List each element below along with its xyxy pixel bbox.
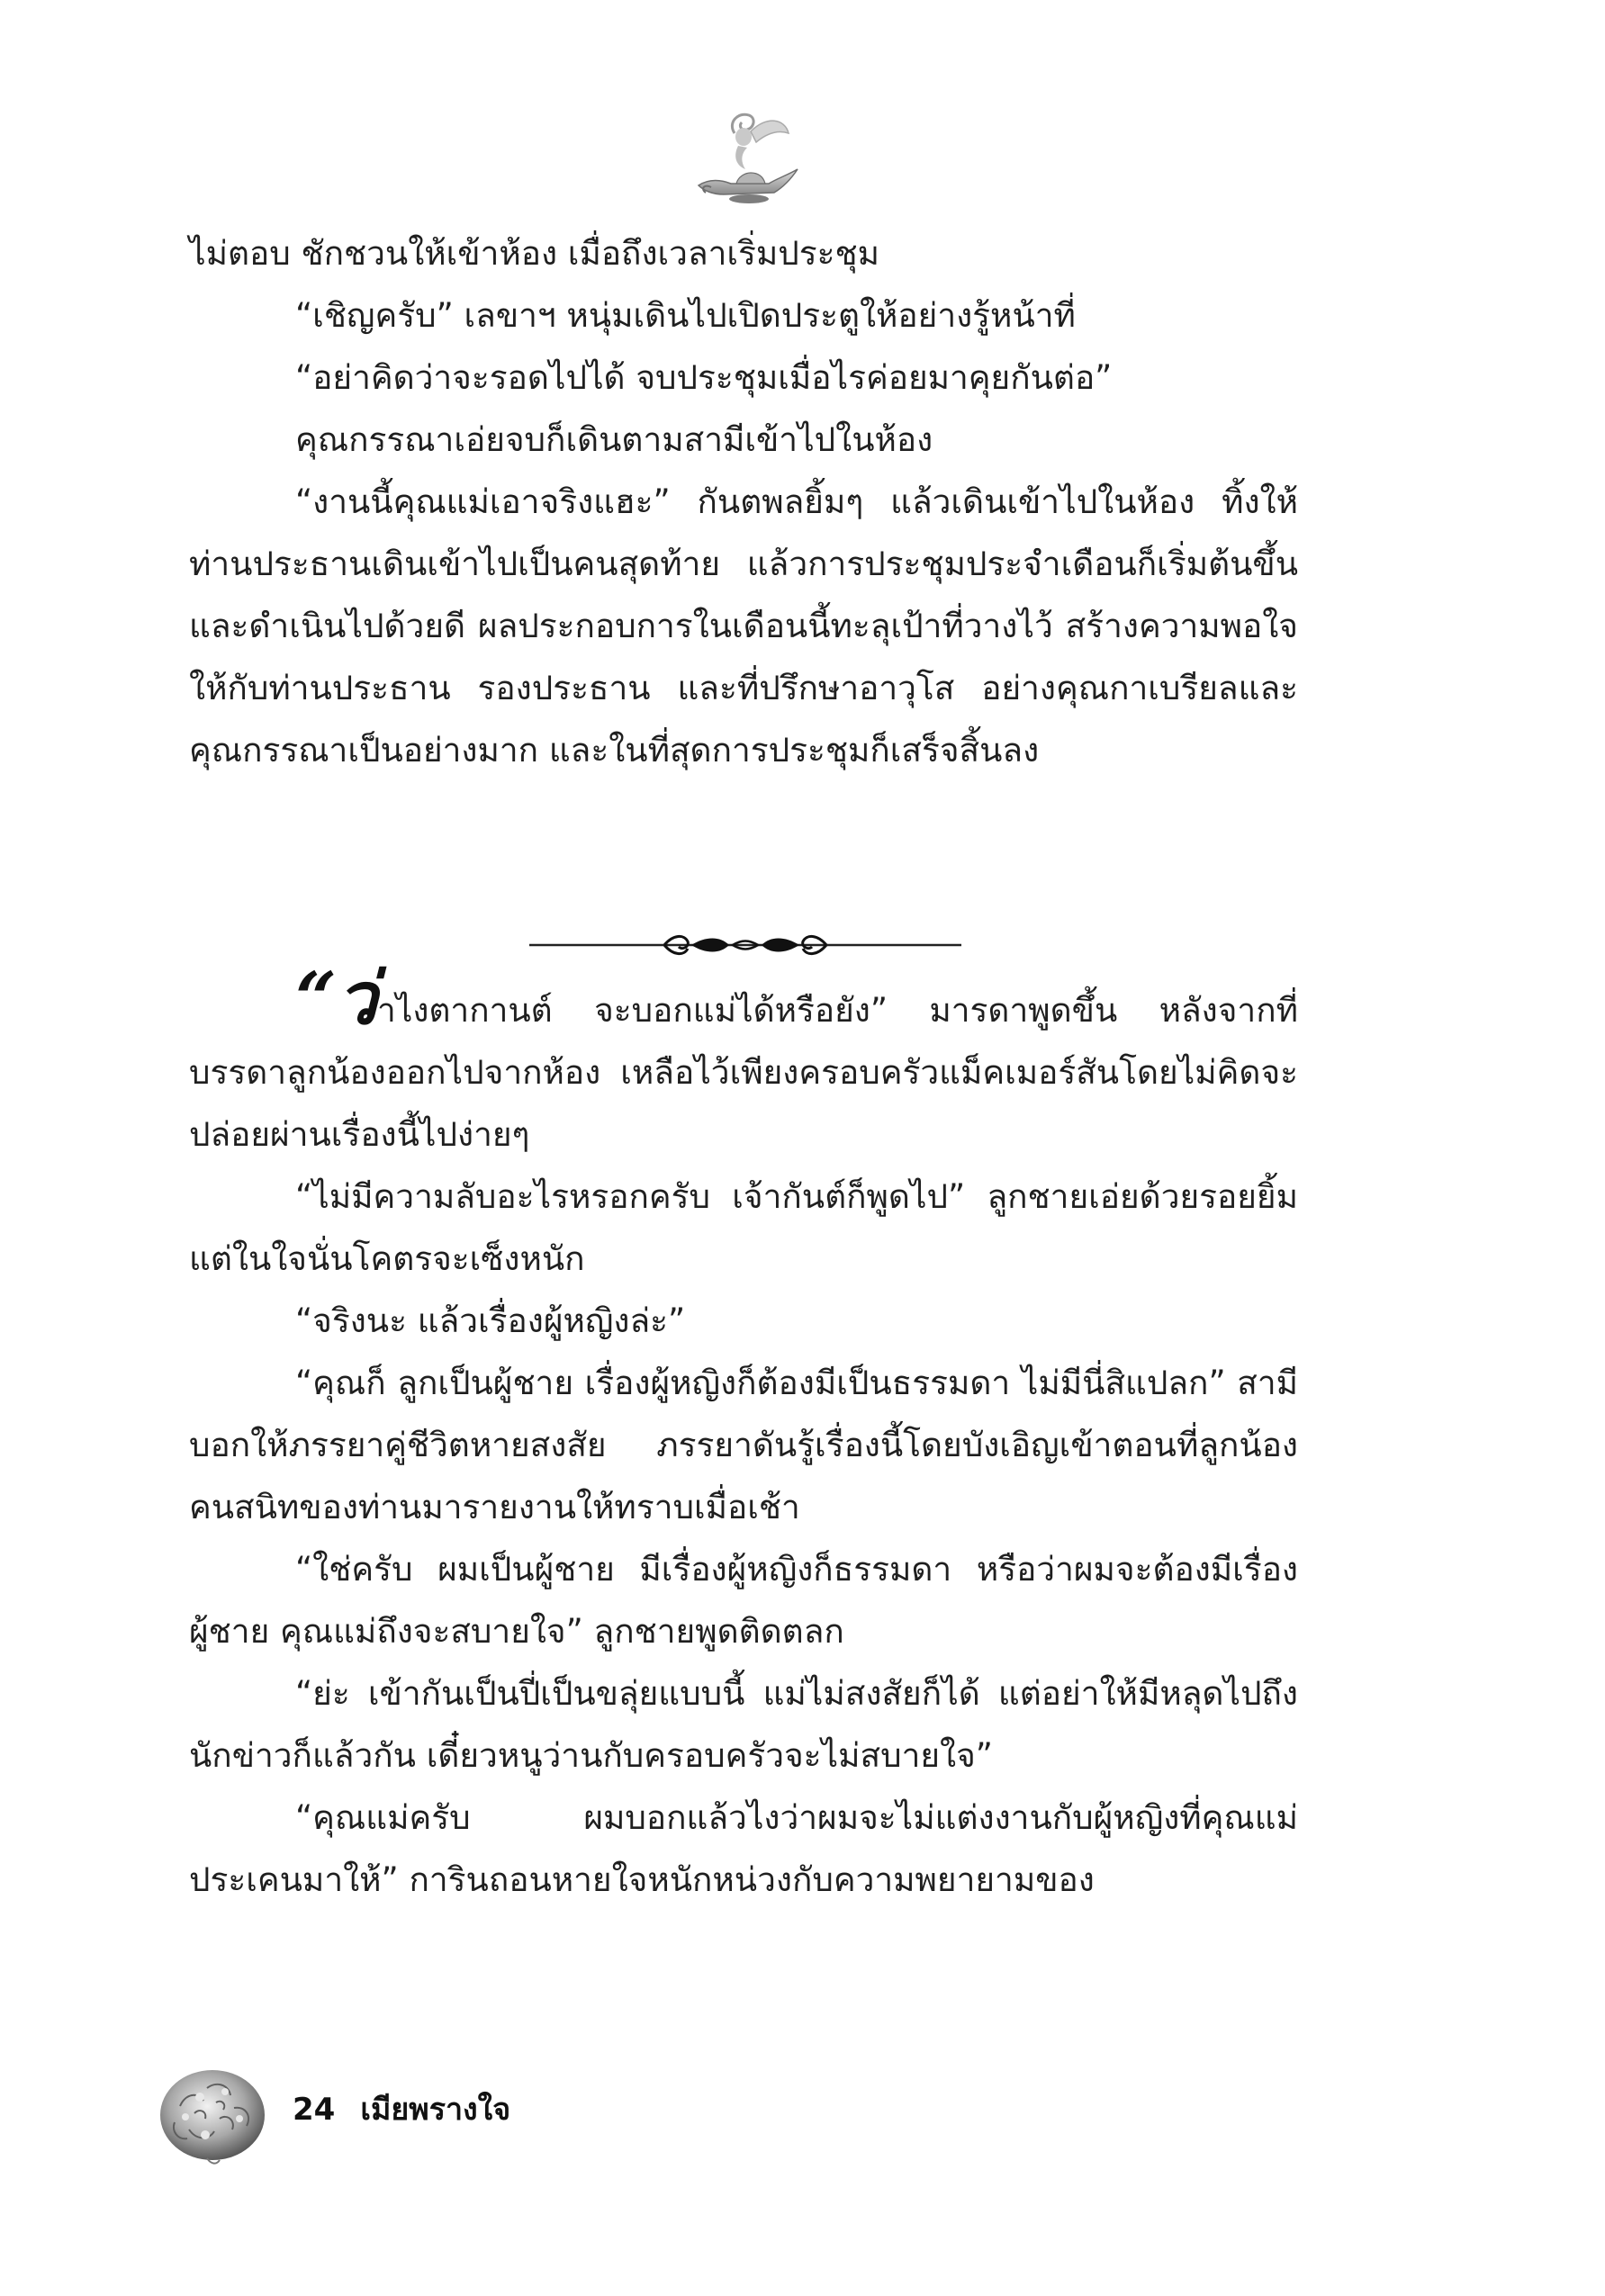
paragraph: คุณกรรณาเอ่ยจบก็เดินตามสามีเข้าไปในห้อง (295, 420, 933, 459)
paragraph: “เชิญครับ” เลขาฯ หนุ่มเดินไปเปิดประตูให้อย่างรู้หน้าที่ (295, 296, 1076, 335)
flourish-divider-icon (529, 920, 961, 970)
text-block-bottom (189, 956, 1298, 1911)
text-block-top (189, 222, 1298, 781)
dropcap-paragraph (189, 956, 1298, 1166)
book-title: เมียพรางใจ (360, 2092, 511, 2128)
dropcap-paragraph-text: าไงตากานต์ จะบอกแม่ได้หรือยัง” มารดาพูดขึ้น หลังจากที่บรรดาลูกน้องออกไปจากห้อง เหลือไว้เพียงครอบครัวแม็คเมอร์สันโดยไม่คิดจะปล่อยผ่านเรื่องนี้ไปง่ายๆ (189, 991, 1298, 1154)
lamp-fairy-icon (691, 106, 803, 214)
paragraph: “คุณแม่ครับ ผมบอกแล้วไงว่าผมจะไม่แต่งงานกับผู้หญิงที่คุณแม่ประเคนมาให้” การินถอนหายใจหนักหน่วงกับความพยายามของ (189, 1798, 1298, 1899)
paragraph: ไม่ตอบ ชักชวนให้เข้าห้อง เมื่อถึงเวลาเริ่มประชุม (189, 234, 880, 273)
paragraph: “ย่ะ เข้ากันเป็นปี่เป็นขลุ่ยแบบนี้ แม่ไม่สงสัยก็ได้ แต่อย่าให้มีหลุดไปถึงนักข่าวก็แล้วกัน เดี๋ยวหนูว่านกับครอบครัวจะไม่สบายใจ” (189, 1674, 1298, 1775)
page-number: 24 (293, 2092, 336, 2128)
drop-cap: “ว่ (295, 956, 377, 1040)
paragraph: “จริงนะ แล้วเรื่องผู้หญิงล่ะ” (295, 1301, 686, 1340)
flower-icon (153, 2061, 270, 2171)
paragraph: “คุณก็ ลูกเป็นผู้ชาย เรื่องผู้หญิงก็ต้องมีเป็นธรรมดา ไม่มีนี่สิแปลก” สามีบอกให้ภรรยาคู่ชีวิตหายสงสัย ภรรยาดันรู้เรื่องนี้โดยบังเอิญเข้าตอนที่ลูกน้องคนสนิทของท่านมารายงานให้ทราบเมื่อเช้า (189, 1364, 1298, 1526)
paragraph: “อย่าคิดว่าจะรอดไปได้ จบประชุมเมื่อไรค่อยมาคุยกันต่อ” (295, 358, 1113, 397)
paragraph: “ไม่มีความลับอะไรหรอกครับ เจ้ากันต์ก็พูดไป” ลูกชายเอ่ยด้วยรอยยิ้ม แต่ในใจนั่นโคตรจะเซ็งหนัก (189, 1177, 1298, 1278)
page-footer (293, 2084, 510, 2133)
paragraph: “งานนี้คุณแม่เอาจริงแฮะ” กันตพลยิ้มๆ แล้วเดินเข้าไปในห้อง ทิ้งให้ท่านประธานเดินเข้าไปเป็นคนสุดท้าย แล้วการประชุมประจำเดือนก็เริ่มต้นขึ้นและดำเนินไปด้วยดี ผลประกอบการในเดือนนี้ทะลุเป้าที่วางไว้ สร้างความพอใจให้กับท่านประธาน รองประธาน และที่ปรึกษาอาวุโส อย่างคุณกาเบรียลและคุณกรรณาเป็นอย่างมาก และในที่สุดการประชุมก็เสร็จสิ้นลง (189, 482, 1298, 770)
paragraph: “ใช่ครับ ผมเป็นผู้ชาย มีเรื่องผู้หญิงก็ธรรมดา หรือว่าผมจะต้องมีเรื่องผู้ชาย คุณแม่ถึงจะสบายใจ” ลูกชายพูดติดตลก (189, 1550, 1298, 1651)
